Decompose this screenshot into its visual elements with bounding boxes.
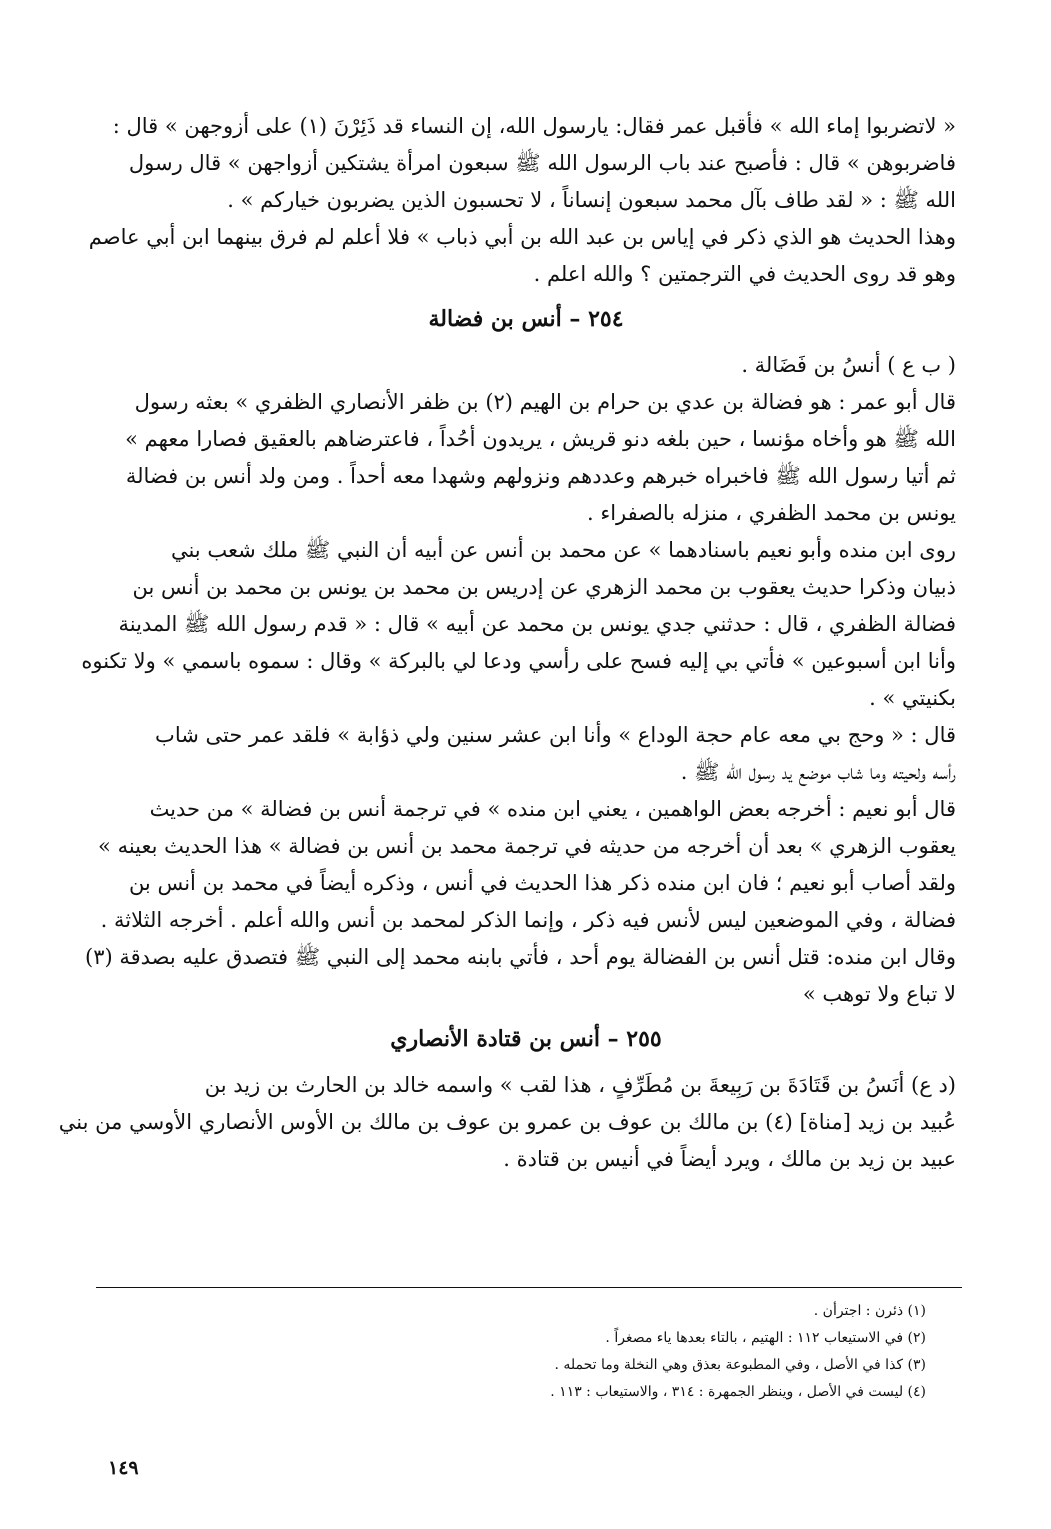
text-line: عُبيد بن زيد [مناة] (٤) بن مالك بن عوف بن عمرو بن عوف بن مالك بن الأوس الأنصاري الأوسي من بني xyxy=(58,1110,956,1134)
text-line: ذبيان وذكرا حديث يعقوب بن محمد الزهري عن إدريس بن محمد بن يونس بن محمد بن أنس بن xyxy=(132,575,956,599)
footnote: (٣) كذا في الأصل ، وفي المطبوعة بعذق وهي النخلة وما تحمله . xyxy=(554,1357,926,1373)
text-line: الله ﷺ : « لقد طاف بآل محمد سبعون إنساناً ، لا تحسبون الذين يضربون خياركم » . xyxy=(227,188,956,212)
text-line: ( ب ع ) أنسُ بن فَضَالة . xyxy=(741,353,956,377)
text-line: فضالة الظفري ، قال : حدثني جدي يونس بن محمد عن أبيه » قال : « قدم رسول الله ﷺ المدينة xyxy=(118,612,956,636)
footnote: (١) ذئرن : اجترأن . xyxy=(813,1303,926,1319)
text-line: الله ﷺ هو وأخاه مؤنسا ، حين بلغه دنو قريش ، يريدون أحُداً ، فاعترضاهم بالعقيق فصارا معهم » xyxy=(125,427,956,451)
text-line: ثم أتيا رسول الله ﷺ فاخبراه خبرهم وعددهم ونزولهم وشهدا معه أحداً . ومن ولد أنس بن فضالة xyxy=(125,464,956,488)
text-line: بكنيتي » . xyxy=(869,686,956,710)
text-line: وأنا ابن أسبوعين » فأتي بي إليه فسح على رأسي ودعا لي بالبركة » وقال : سموه باسمي » ولا تكنوه xyxy=(81,649,956,673)
paragraph-ibn-mandah xyxy=(85,939,956,1013)
footnotes xyxy=(360,1298,926,1406)
text-line: قال أبو نعيم : أخرجه بعض الواهمين ، يعني ابن منده » في ترجمة أنس بن فضالة » من حديث xyxy=(149,797,956,821)
footnote-divider xyxy=(96,1287,962,1288)
footnote: (٤) ليست في الأصل ، وينظر الجمهرة : ٣١٤ ، والاستيعاب : ١١٣ . xyxy=(550,1384,926,1400)
text-line: وقال ابن منده: قتل أنس بن الفضالة يوم أحد ، فأتي بابنه محمد إلى النبي ﷺ فتصدق عليه بصدقة (٣) xyxy=(85,945,956,969)
text-line: ولقد أصاب أبو نعيم ؛ فان ابن منده ذكر هذا الحديث في أنس ، وذكره أيضاً في محمد بن أنس بن xyxy=(128,871,956,895)
text-line: قال : « وحج بي معه عام حجة الوداع » وأنا ابن عشر سنين ولي ذؤابة » فلقد عمر حتى شاب xyxy=(155,723,956,747)
text-line: « لاتضربوا إماء الله » فأقبل عمر فقال: يارسول الله، إن النساء قد ذَئِرْنَ (١) على أزوجهن » قال : xyxy=(112,114,956,138)
paragraph-lineage xyxy=(58,1067,956,1178)
entry-heading-255: ٢٥٥ – أنس بن قتادة الأنصاري xyxy=(390,1026,662,1052)
text-line: رأسه ولحيته وما شاب موضع يد رسول الله ﷺ . xyxy=(680,760,956,784)
paragraph-commentary xyxy=(88,219,956,293)
text-line: لا تباع ولا توهب » xyxy=(802,982,956,1006)
text-line: فاضربوهن » قال : فأصبح عند باب الرسول الله ﷺ سبعون امرأة يشتكين أزواجهن » قال رسول xyxy=(128,151,956,175)
paragraph-abu-nuaym xyxy=(96,791,956,939)
paragraph-hadith-end xyxy=(96,108,956,219)
paragraph-hajj xyxy=(96,717,956,791)
main-text xyxy=(58,108,956,1178)
paragraph-biography xyxy=(96,384,956,532)
text-line: فضالة ، وفي الموضعين ليس لأنس فيه ذكر ، وإنما الذكر لمحمد بن أنس والله أعلم . أخرجه الثلاثة . xyxy=(100,908,956,932)
text-line: عبيد بن زيد بن مالك ، ويرد أيضاً في أنيس بن قتادة . xyxy=(503,1147,956,1171)
text-line: روى ابن منده وأبو نعيم باسنادهما » عن محمد بن أنس عن أبيه أن النبي ﷺ ملك شعب بني xyxy=(170,538,956,562)
text-line: يونس بن محمد الظفري ، منزله بالصفراء . xyxy=(587,501,956,525)
text-line: وهو قد روى الحديث في الترجمتين ؟ والله اعلم . xyxy=(533,262,956,286)
entry-heading-254: ٢٥٤ – أنس بن فضالة xyxy=(428,306,624,332)
text-line: وهذا الحديث هو الذي ذكر في إياس بن عبد الله بن أبي ذباب » فلا أعلم لم فرق بينهما ابن أبي عاصم xyxy=(88,225,956,249)
footnote: (٢) في الاستيعاب ١١٢ : الهتيم ، بالتاء بعدها ياء مصغراً . xyxy=(605,1330,926,1346)
paragraph-narration xyxy=(81,532,956,717)
text-line: قال أبو عمر : هو فضالة بن عدي بن حرام بن الهيم (٢) بن ظفر الأنصاري الظفري » بعثه رسول xyxy=(134,390,956,414)
text-line: يعقوب الزهري » بعد أن أخرجه من حديثه في ترجمة محمد بن أنس بن فضالة » هذا الحديث بعينه » xyxy=(98,834,956,858)
page-number: ١٤٩ xyxy=(108,1457,139,1479)
paragraph-entry-name xyxy=(96,347,956,384)
text-line: (د ع) أنَسُ بن قَتَادَةَ بن رَبِيعةَ بن مُطَرِّفٍ ، هذا لقب » واسمه خالد بن الحارث بن زيد بن xyxy=(204,1073,956,1097)
